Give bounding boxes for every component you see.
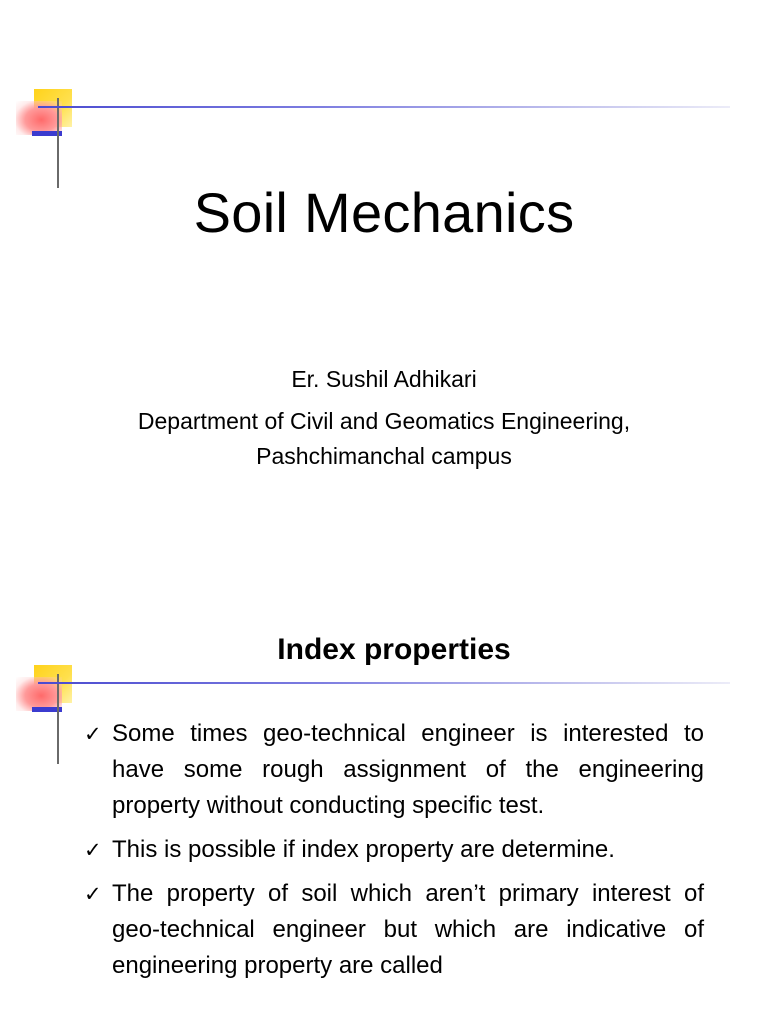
list-item xyxy=(84,876,704,984)
bullet-list xyxy=(84,716,704,992)
campus-name: Pashchimanchal campus xyxy=(256,443,512,469)
corner-ornament xyxy=(0,0,768,110)
bullet-text: The property of soil which aren’t primary interest of geo-technical engineer but which are indicative of engineering property are called xyxy=(112,880,704,979)
bullet-text: Some times geo-technical engineer is interested to have some rough assignment of the engineering property without conducting specific test. xyxy=(112,720,704,819)
slide-title: Soil Mechanics xyxy=(193,181,575,244)
author-name: Er. Sushil Adhikari xyxy=(291,366,477,392)
content-slide xyxy=(0,576,768,1024)
checkmark-icon: ✓ xyxy=(84,722,102,746)
ornament-horizontal-rule xyxy=(38,682,730,684)
slide-heading: Index properties xyxy=(277,633,511,666)
ornament-vertical-line xyxy=(57,674,59,764)
list-item xyxy=(84,716,704,824)
list-item xyxy=(84,832,704,868)
bullet-text: This is possible if index property are determine. xyxy=(112,836,615,863)
ornament-vertical-line xyxy=(57,98,59,188)
checkmark-icon: ✓ xyxy=(84,838,102,862)
corner-ornament xyxy=(0,576,768,686)
department-name: Department of Civil and Geomatics Engineering, xyxy=(137,408,631,434)
checkmark-icon: ✓ xyxy=(84,882,102,906)
ornament-horizontal-rule xyxy=(38,106,730,108)
